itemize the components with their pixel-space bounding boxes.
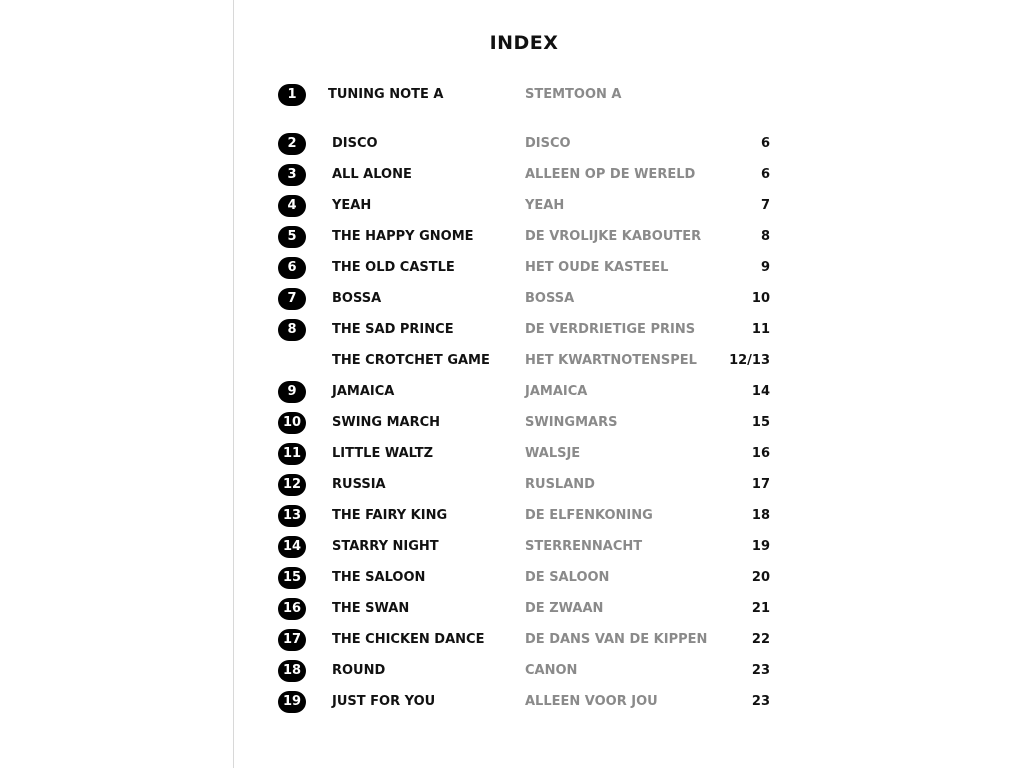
title-english: ROUND xyxy=(332,663,386,678)
index-row xyxy=(278,350,778,374)
index-row xyxy=(278,381,778,405)
track-number-badge: 2 xyxy=(278,133,306,155)
track-number-badge: 6 xyxy=(278,257,306,279)
track-number-badge: 12 xyxy=(278,474,306,496)
title-english: THE SALOON xyxy=(332,570,426,585)
page-number: 10 xyxy=(751,291,770,306)
page-number: 6 xyxy=(760,167,770,182)
title-english: JUST FOR YOU xyxy=(332,694,436,709)
page-number: 23 xyxy=(751,663,770,678)
index-row xyxy=(278,691,778,715)
title-dutch: DE ZWAAN xyxy=(525,601,604,616)
index-row xyxy=(278,257,778,281)
index-row xyxy=(278,84,778,108)
page-title: INDEX xyxy=(489,32,559,54)
track-number-badge: 15 xyxy=(278,567,306,589)
track-number-badge: 5 xyxy=(278,226,306,248)
title-dutch: BOSSA xyxy=(525,291,575,306)
index-row xyxy=(278,536,778,560)
title-dutch: JAMAICA xyxy=(525,384,588,399)
track-number-badge: 19 xyxy=(278,691,306,713)
page-number: 21 xyxy=(751,601,770,616)
title-english: STARRY NIGHT xyxy=(332,539,439,554)
title-english: TUNING NOTE A xyxy=(328,87,444,102)
index-row xyxy=(278,412,778,436)
page-number: 7 xyxy=(760,198,770,213)
page-number: 15 xyxy=(751,415,770,430)
track-number-badge: 7 xyxy=(278,288,306,310)
track-number-badge: 9 xyxy=(278,381,306,403)
page-number: 20 xyxy=(751,570,770,585)
track-number-badge: 14 xyxy=(278,536,306,558)
title-english: BOSSA xyxy=(332,291,382,306)
title-dutch: ALLEEN OP DE WERELD xyxy=(525,167,696,182)
index-row xyxy=(278,195,778,219)
page-number: 17 xyxy=(751,477,770,492)
page-number: 9 xyxy=(760,260,770,275)
index-row xyxy=(278,474,778,498)
index-row xyxy=(278,226,778,250)
title-dutch: SWINGMARS xyxy=(525,415,618,430)
track-number-badge: 18 xyxy=(278,660,306,682)
page-number: 23 xyxy=(751,694,770,709)
title-dutch: DE VROLIJKE KABOUTER xyxy=(525,229,702,244)
track-number-badge: 4 xyxy=(278,195,306,217)
track-number-badge: 13 xyxy=(278,505,306,527)
title-dutch: WALSJE xyxy=(525,446,581,461)
track-number-badge: 1 xyxy=(278,84,306,106)
title-english: DISCO xyxy=(332,136,378,151)
title-english: THE HAPPY GNOME xyxy=(332,229,474,244)
title-dutch: YEAH xyxy=(525,198,565,213)
title-english: THE OLD CASTLE xyxy=(332,260,455,275)
title-english: ALL ALONE xyxy=(332,167,412,182)
title-english: YEAH xyxy=(332,198,372,213)
title-english: RUSSIA xyxy=(332,477,386,492)
index-row xyxy=(278,133,778,157)
index-row xyxy=(278,629,778,653)
title-dutch: RUSLAND xyxy=(525,477,595,492)
track-number-badge: 3 xyxy=(278,164,306,186)
page-number: 16 xyxy=(751,446,770,461)
index-row xyxy=(278,567,778,591)
page-number: 22 xyxy=(751,632,770,647)
title-dutch: DE DANS VAN DE KIPPEN xyxy=(525,632,708,647)
track-number-badge: 11 xyxy=(278,443,306,465)
page-number: 12/13 xyxy=(729,353,770,368)
index-row xyxy=(278,164,778,188)
page-number: 18 xyxy=(751,508,770,523)
track-number-badge: 10 xyxy=(278,412,306,434)
track-number-badge: 16 xyxy=(278,598,306,620)
title-dutch: DE ELFENKONING xyxy=(525,508,653,523)
title-dutch: CANON xyxy=(525,663,578,678)
title-dutch: ALLEEN VOOR JOU xyxy=(525,694,658,709)
title-english: LITTLE WALTZ xyxy=(332,446,434,461)
title-english: THE FAIRY KING xyxy=(332,508,448,523)
page-number: 11 xyxy=(751,322,770,337)
title-dutch: HET KWARTNOTENSPEL xyxy=(525,353,697,368)
page-number: 19 xyxy=(751,539,770,554)
title-english: THE CHICKEN DANCE xyxy=(332,632,485,647)
page-number: 8 xyxy=(760,229,770,244)
track-number-badge: 8 xyxy=(278,319,306,341)
index-row xyxy=(278,443,778,467)
title-dutch: DISCO xyxy=(525,136,571,151)
title-dutch: STERRENNACHT xyxy=(525,539,643,554)
title-dutch: DE VERDRIETIGE PRINS xyxy=(525,322,696,337)
title-dutch: DE SALOON xyxy=(525,570,610,585)
title-dutch: HET OUDE KASTEEL xyxy=(525,260,669,275)
index-row xyxy=(278,660,778,684)
title-english: JAMAICA xyxy=(332,384,395,399)
index-row xyxy=(278,288,778,312)
title-english: THE SWAN xyxy=(332,601,410,616)
page-number: 6 xyxy=(760,136,770,151)
title-english: SWING MARCH xyxy=(332,415,441,430)
title-dutch: STEMTOON A xyxy=(525,87,622,102)
index-row xyxy=(278,505,778,529)
title-english: THE CROTCHET GAME xyxy=(332,353,490,368)
title-english: THE SAD PRINCE xyxy=(332,322,454,337)
index-row xyxy=(278,598,778,622)
track-number-badge: 17 xyxy=(278,629,306,651)
index-row xyxy=(278,319,778,343)
page-number: 14 xyxy=(751,384,770,399)
